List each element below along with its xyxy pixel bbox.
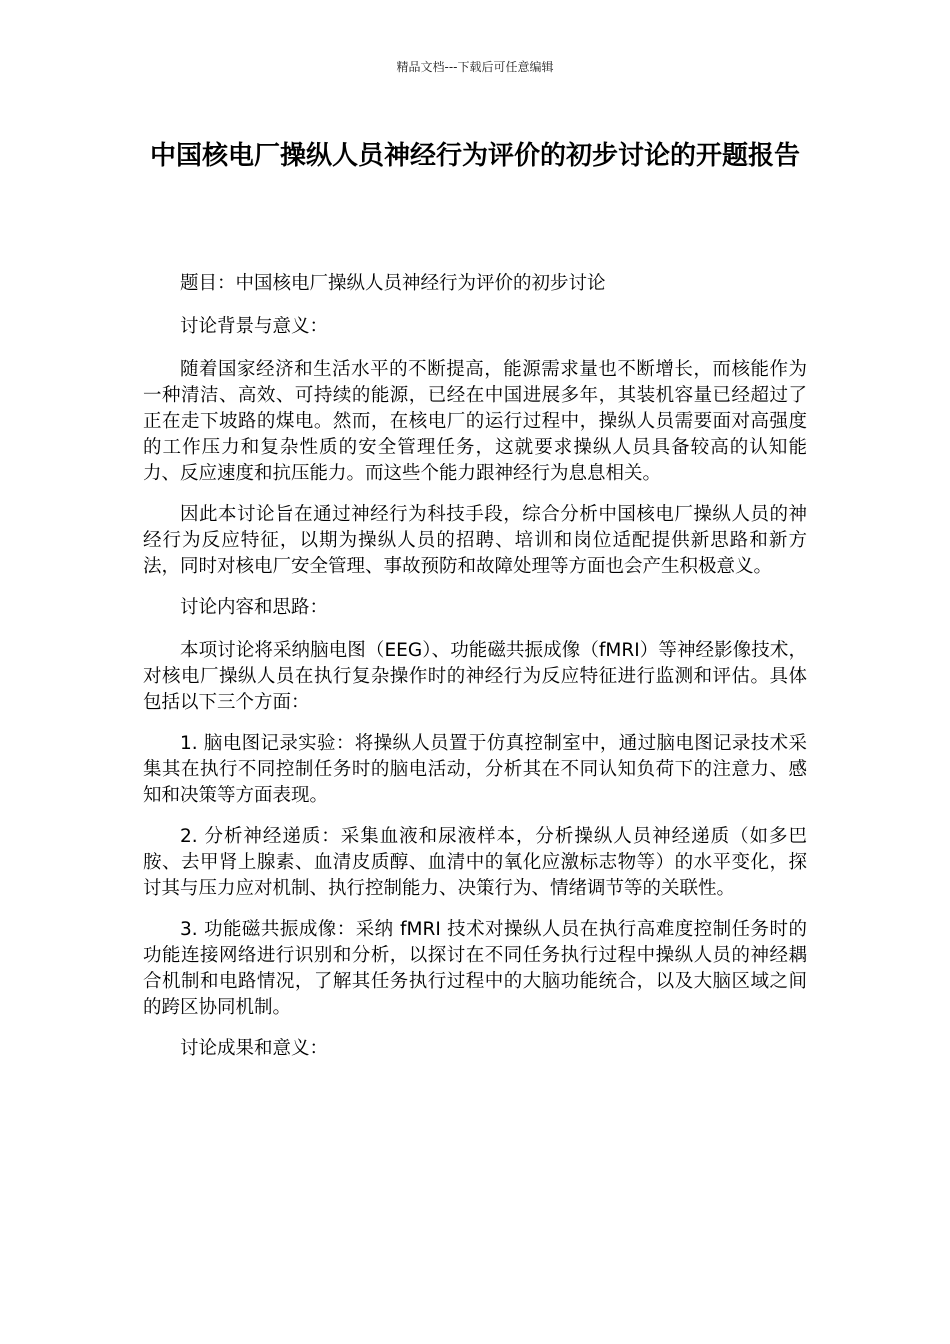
background-paragraph: 随着国家经济和生活水平的不断提高，能源需求量也不断增长，而核能作为一种清洁、高效、可持续的能源，已经在中国进展多年，其装机容量已经超过了正在走下坡路的煤电。然而，在核电厂的运行过程中，操纵人员需要面对高强度的工作压力和复杂性质的安全管理任务，这就要求操纵人员具备较高的认知能力、反应速度和抗压能力。而这些个能力跟神经行为息息相关。 xyxy=(143,359,807,484)
page-header-note: 精品文档---下载后可任意编辑 xyxy=(396,60,554,74)
content-overview-paragraph: 本项讨论将采纳脑电图（EEG）、功能磁共振成像（fMRI）等神经影像技术，对核电厂操纵人员在执行复杂操作时的神经行为反应特征进行监测和评估。具体包括以下三个方面： xyxy=(143,640,807,713)
purpose-paragraph: 因此本讨论旨在通过神经行为科技手段，综合分析中国核电厂操纵人员的神经行为反应特征，以期为操纵人员的招聘、培训和岗位适配提供新思路和新方法，同时对核电厂安全管理、事故预防和故障处理等方面也会产生积极意义。 xyxy=(143,504,807,577)
item-eeg-paragraph: 1. 脑电图记录实验：将操纵人员置于仿真控制室中，通过脑电图记录技术采集其在执行不同控制任务时的脑电活动，分析其在不同认知负荷下的注意力、感知和决策等方面表现。 xyxy=(143,733,807,806)
section-heading-results: 讨论成果和意义： xyxy=(180,1038,329,1059)
document-title: 中国核电厂操纵人员神经行为评价的初步讨论的开题报告 xyxy=(149,141,800,171)
item-neurotransmitter-paragraph: 2. 分析神经递质：采集血液和尿液样本，分析操纵人员神经递质（如多巴胺、去甲肾上腺素、血清皮质醇、血清中的氧化应激标志物等）的水平变化，探讨其与压力应对机制、执行控制能力、决策行为、情绪调节等的关联性。 xyxy=(143,826,807,899)
section-heading-content: 讨论内容和思路： xyxy=(180,597,329,618)
section-heading-background: 讨论背景与意义： xyxy=(180,316,329,337)
item-fmri-paragraph: 3. 功能磁共振成像：采纳 fMRI 技术对操纵人员在执行高难度控制任务时的功能连接网络进行识别和分析，以探讨在不同任务执行过程中操纵人员的神经耦合机制和电路情况，了解其任务执行过程中的大脑功能统合，以及大脑区域之间的跨区协同机制。 xyxy=(143,919,807,1018)
topic-paragraph: 题目：中国核电厂操纵人员神经行为评价的初步讨论 xyxy=(180,273,606,294)
document-body xyxy=(143,271,807,1079)
